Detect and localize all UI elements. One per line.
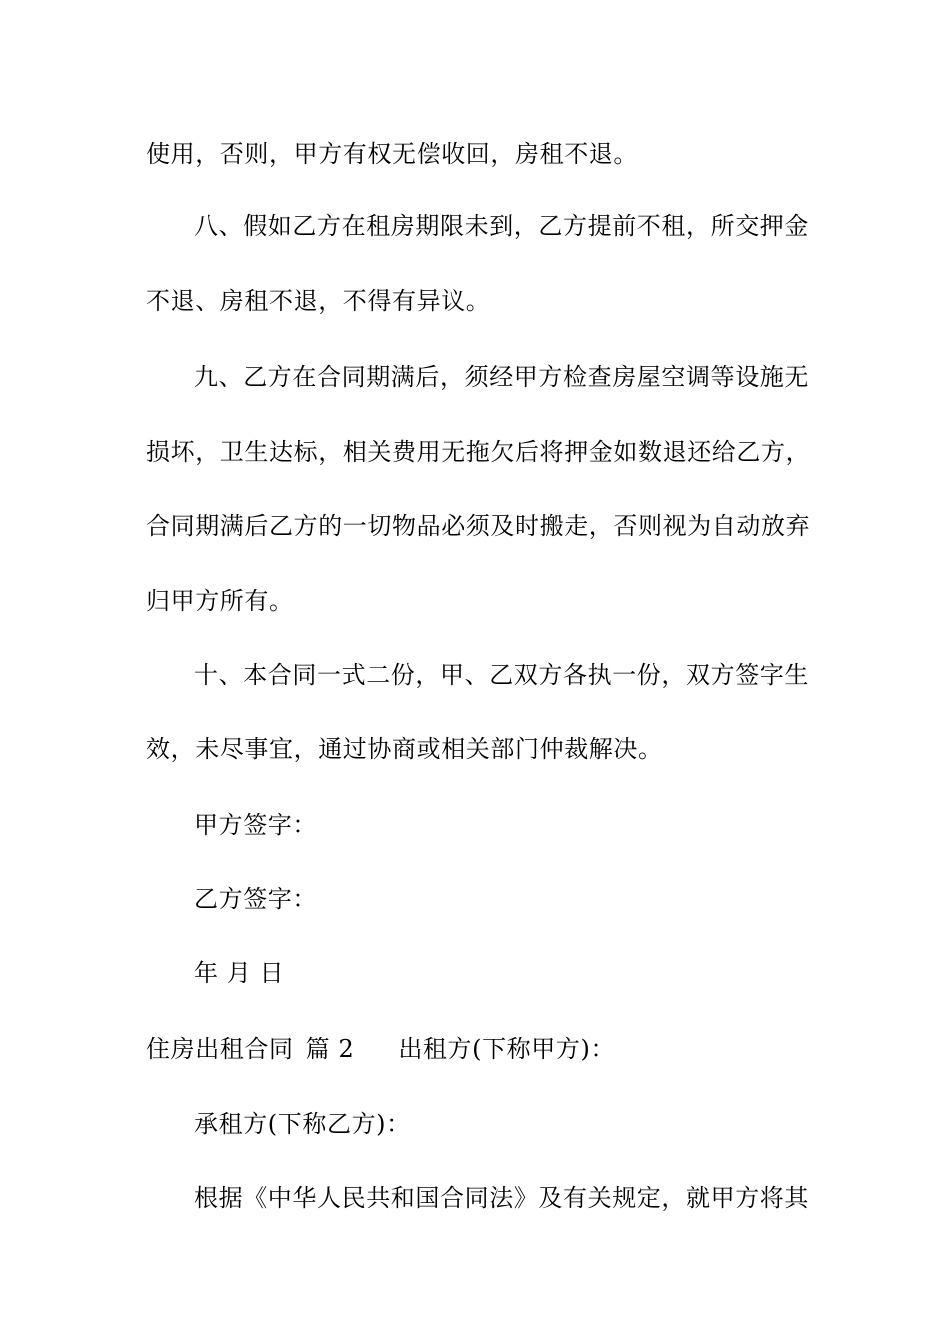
party-a-signature: 甲方签字： <box>194 811 317 839</box>
paragraph-line: 十、本合同一式二份，甲、乙双方各执一份，双方签字生 <box>194 661 809 689</box>
paragraph-line: 八、假如乙方在租房期限未到，乙方提前不租，所交押金 <box>194 212 809 240</box>
paragraph-line: 合同期满后乙方的一切物品必须及时搬走，否则视为自动放弃 <box>146 512 811 540</box>
paragraph-line: 根据《中华人民共和国合同法》及有关规定，就甲方将其 <box>194 1184 809 1212</box>
party-b-signature: 乙方签字： <box>194 885 317 913</box>
lessee-label: 承租方(下称乙方)： <box>194 1110 411 1138</box>
paragraph-line: 不退、房租不退，不得有异议。 <box>146 287 491 315</box>
paragraph-line: 归甲方所有。 <box>146 587 294 615</box>
paragraph-line: 效，未尽事宜，通过协商或相关部门仲裁解决。 <box>146 735 663 763</box>
lessor-label: 出租方(下称甲方)： <box>398 1035 616 1063</box>
paragraph-line: 九、乙方在合同期满后，须经甲方检查房屋空调等设施无 <box>194 363 809 391</box>
section-title: 住房出租合同 <box>146 1035 294 1063</box>
paragraph-line: 使用，否则，甲方有权无偿收回，房租不退。 <box>146 140 638 168</box>
paragraph-line: 损坏，卫生达标，相关费用无拖欠后将押金如数退还给乙方， <box>146 438 811 466</box>
signature-date: 年 月 日 <box>194 959 285 987</box>
section-heading <box>146 1034 816 1064</box>
section-label: 篇 2 <box>305 1035 355 1063</box>
